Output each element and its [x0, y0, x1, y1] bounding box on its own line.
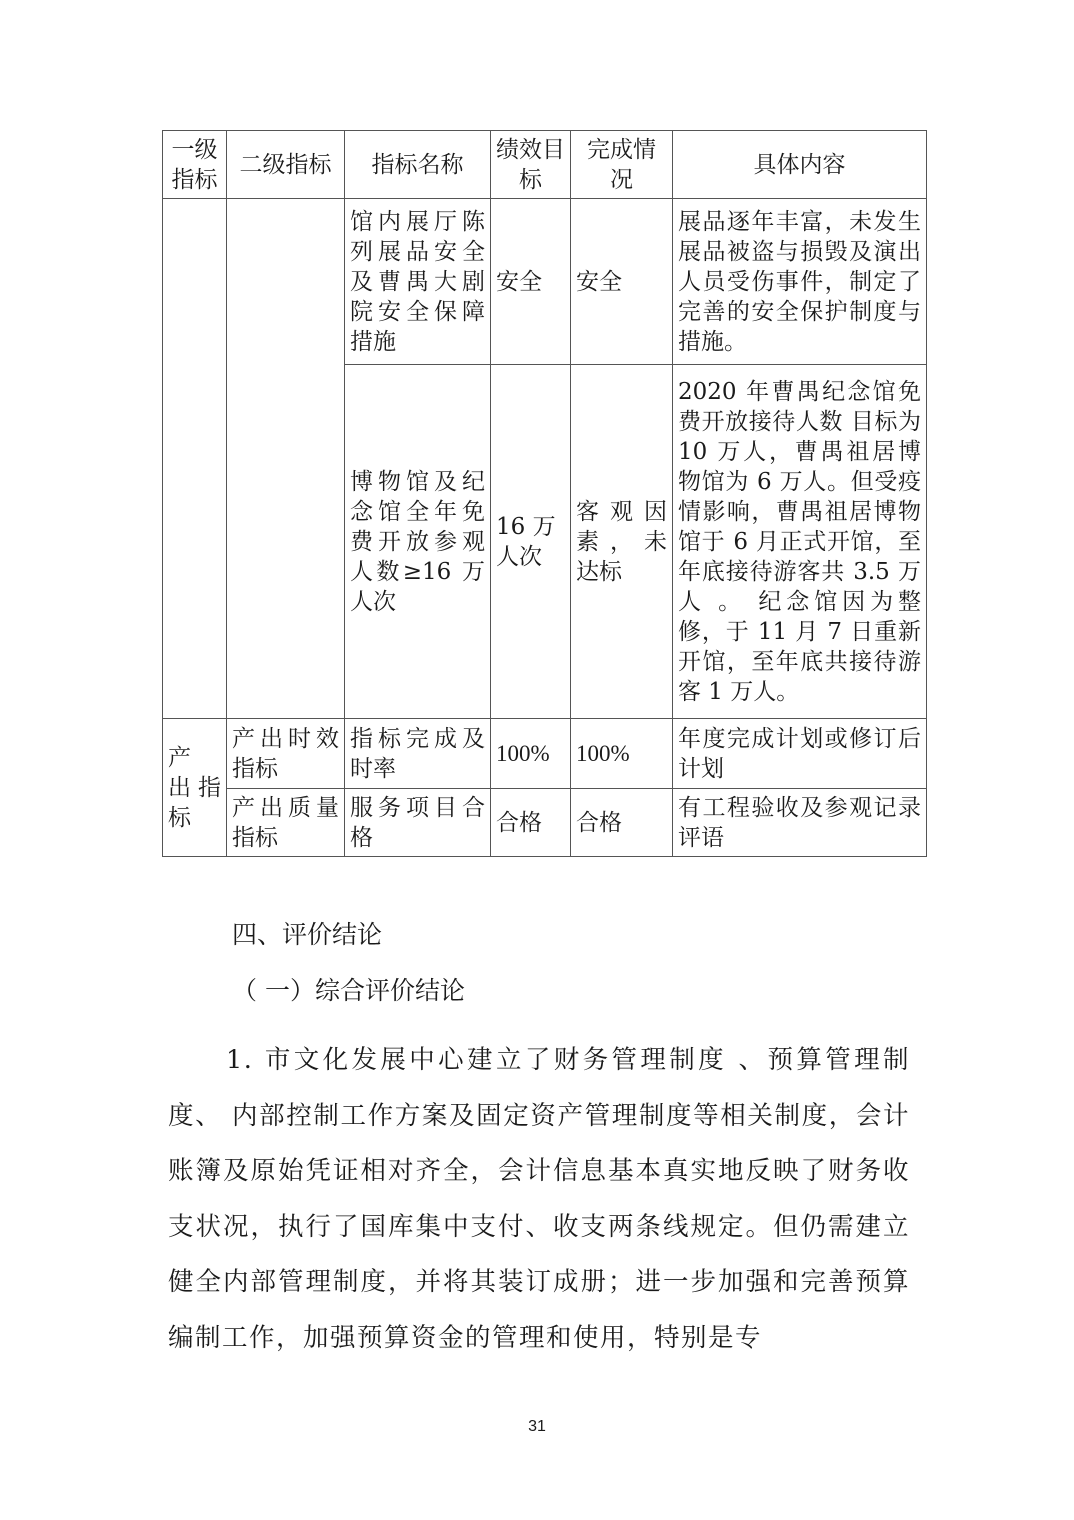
level2-cell-empty — [227, 199, 345, 719]
target-cell: 安全 — [491, 199, 571, 365]
page-number: 31 — [528, 1418, 546, 1435]
detail-cell: 展品逐年丰富，未发生展品被盗与损毁及演出人员受伤事件，制定了完善的安全保护制度与措施。 — [673, 199, 927, 365]
header-level2: 二级指标 — [227, 131, 345, 199]
target-cell: 100% — [491, 719, 571, 789]
header-level1: 一级指标 — [163, 131, 227, 199]
indicator-name-cell: 服务项目合格 — [345, 789, 491, 857]
header-target: 绩效目标 — [491, 131, 571, 199]
performance-table — [162, 130, 927, 857]
status-cell: 合格 — [571, 789, 673, 857]
target-cell: 16 万人次 — [491, 365, 571, 719]
detail-cell: 有工程验收及参观记录评语 — [673, 789, 927, 857]
indicator-name-cell: 指标完成及时率 — [345, 719, 491, 789]
section-heading: 四、评价结论 — [232, 920, 383, 949]
level1-cell: 产 出指标 — [163, 719, 227, 857]
table-row — [163, 199, 927, 365]
body-paragraph: 1. 市文化发展中心建立了财务管理制度 、预算管理制度、 内部控制工作方案及固定资产管理制度等相关制度，会计账簿及原始凭证相对齐全，会计信息基本真实地反映了财务收支状况，执行了国库集中支付、收支两条线规定。但仍需建立健全内部管理制度，并将其装订成册；进一步加强和完善预算编制工作，加强预算资金的管理和使用，特别是专 — [168, 1045, 910, 1353]
header-detail: 具体内容 — [673, 131, 927, 199]
status-cell: 客观因素，未达标 — [571, 365, 673, 719]
detail-cell: 2020 年曹禺纪念馆免费开放接待人数 目标为 10 万人，曹禺祖居博物馆为 6 万人。但受疫情影响，曹禺祖居博物馆于 6 月正式开馆，至年底接待游客共 3.5 万人 。 纪念馆因为整修，于 11 月 7 日重新开馆，至年底共接待游客 1 万人。 — [673, 365, 927, 719]
level2-cell: 产出质量指标 — [227, 789, 345, 857]
status-cell: 安全 — [571, 199, 673, 365]
indicator-name-cell: 博物馆及纪念馆全年免费开放参观人数≥16 万人次 — [345, 365, 491, 719]
target-cell: 合格 — [491, 789, 571, 857]
status-cell: 100% — [571, 719, 673, 789]
table-row — [163, 719, 927, 789]
table-row — [163, 789, 927, 857]
table-header-row — [163, 131, 927, 199]
level1-cell-empty — [163, 199, 227, 719]
header-indicator-name: 指标名称 — [345, 131, 491, 199]
detail-cell: 年度完成计划或修订后计划 — [673, 719, 927, 789]
header-status: 完成情况 — [571, 131, 673, 199]
level2-cell: 产出时效指标 — [227, 719, 345, 789]
indicator-name-cell: 馆内展厅陈列展品安全及曹禺大剧院安全保障措施 — [345, 199, 491, 365]
subsection-heading: （ 一）综合评价结论 — [232, 976, 465, 1005]
